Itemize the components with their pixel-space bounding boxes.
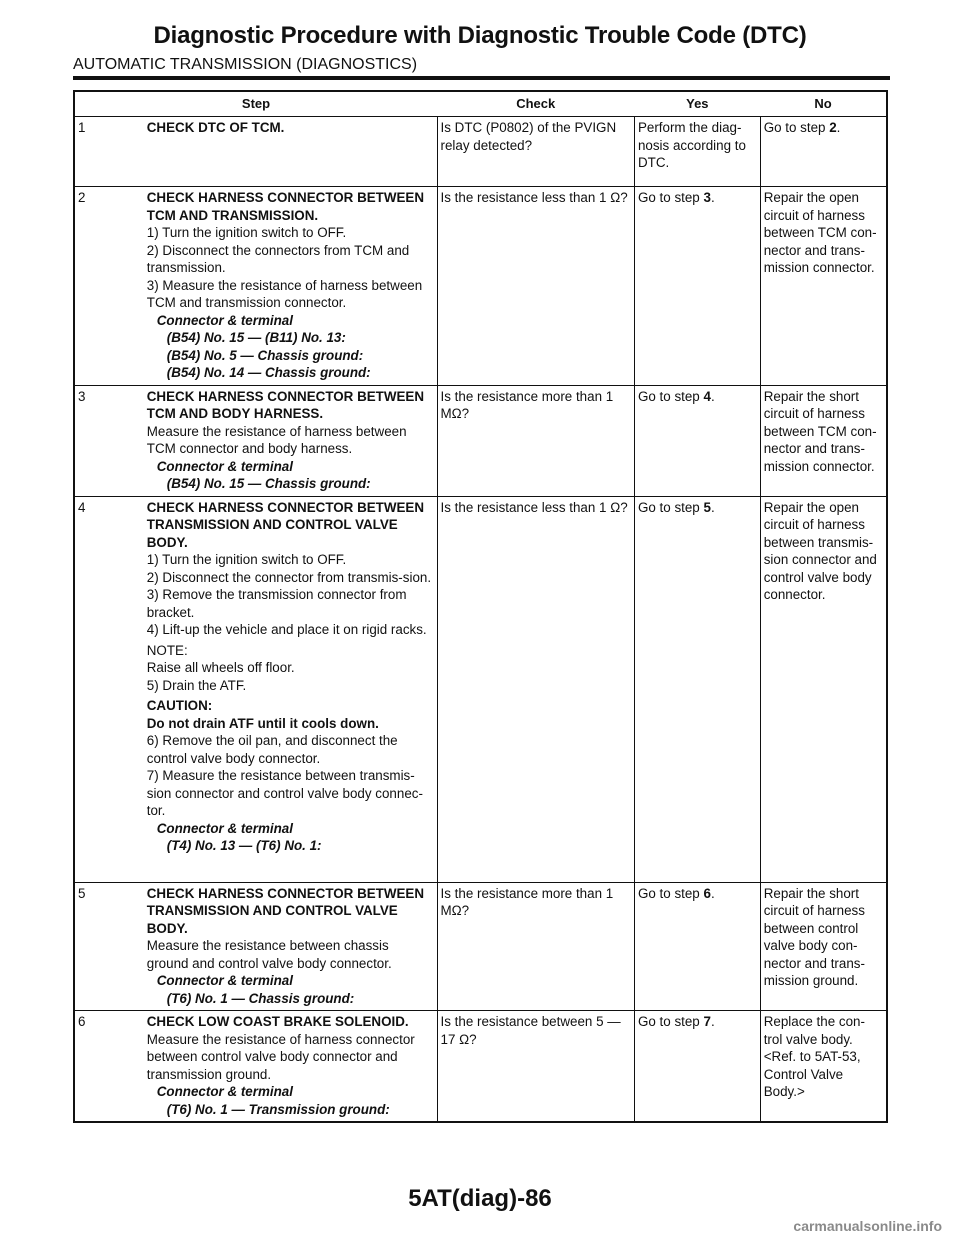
no-cell: Repair the open circuit of harness between transmis-sion connector and control valve body connector.	[760, 496, 887, 882]
instruction-line: Measure the resistance between chassis ground and control valve body connector.	[146, 938, 392, 971]
step-number: 1	[74, 117, 144, 187]
step-title: CHECK LOW COAST BRAKE SOLENOID.	[146, 1014, 409, 1029]
yes-text: Go to step	[637, 499, 704, 515]
no-text: Go to step	[763, 120, 830, 135]
page-number: 5AT(diag)-86	[408, 1185, 552, 1212]
step-description	[144, 385, 437, 496]
yes-text-end: .	[710, 499, 715, 515]
diagnostic-table	[73, 90, 888, 1123]
check-cell: Is DTC (P0802) of the PVIGN relay detected?	[437, 117, 634, 187]
table-row	[74, 1011, 887, 1123]
step-description	[144, 1011, 437, 1123]
step-reference: 2	[829, 120, 837, 135]
yes-text: Go to step	[637, 190, 704, 205]
table-row	[74, 117, 887, 187]
instruction-line: Measure the resistance of harness connector between control valve body connector and transmission ground.	[146, 1031, 415, 1082]
step-reference: 4	[703, 388, 711, 404]
step-number: 2	[74, 187, 144, 386]
instruction-line: 1) Turn the ignition switch to OFF.	[146, 225, 347, 240]
check-cell: Is the resistance less than 1 Ω?	[437, 496, 634, 882]
yes-text-end: .	[710, 190, 715, 205]
connector-terminal-heading: Connector & terminal	[156, 312, 293, 328]
step-description	[144, 882, 437, 1011]
column-header-check: Check	[437, 91, 634, 117]
instruction-line: 4) Lift-up the vehicle and place it on rigid racks.	[146, 622, 427, 637]
table-row	[74, 187, 887, 386]
yes-text-end: .	[710, 388, 715, 404]
note-text: Raise all wheels off floor.	[146, 660, 295, 675]
no-cell	[760, 117, 887, 187]
no-cell: Repair the short circuit of harness between TCM con-nector and trans-mission connector.	[760, 385, 887, 496]
connector-terminal-heading: Connector & terminal	[156, 820, 293, 836]
yes-text: Go to step	[637, 388, 704, 404]
step-number: 3	[74, 385, 144, 496]
column-header-step: Step	[74, 91, 437, 117]
step-number: 6	[74, 1011, 144, 1123]
connector-terminal-item: (B54) No. 5 — Chassis ground:	[166, 347, 364, 363]
connector-terminal-item: (T6) No. 1 — Chassis ground:	[166, 990, 355, 1006]
yes-text-end: .	[710, 1014, 715, 1029]
connector-terminal-item: (B54) No. 15 — Chassis ground:	[166, 476, 371, 491]
table-row	[74, 496, 887, 882]
step-title: CHECK HARNESS CONNECTOR BETWEEN TRANSMISSION AND CONTROL VALVE BODY.	[146, 885, 425, 936]
instruction-line: 6) Remove the oil pan, and disconnect the control valve body connector.	[146, 733, 398, 766]
connector-terminal-item: (T6) No. 1 — Transmission ground:	[166, 1101, 390, 1117]
instruction-line: Measure the resistance of harness between TCM connector and body harness.	[146, 423, 407, 456]
yes-cell: Perform the diag-nosis according to DTC.	[634, 117, 760, 187]
yes-text-end: .	[710, 885, 715, 901]
step-description	[144, 117, 437, 187]
instruction-line: 1) Turn the ignition switch to OFF.	[146, 552, 347, 567]
no-text-end: .	[836, 120, 841, 135]
connector-terminal-item: (B54) No. 15 — (B11) No. 13:	[166, 330, 346, 345]
step-description	[144, 496, 437, 882]
instruction-line: 2) Disconnect the connector from transmis-sion.	[146, 569, 432, 585]
yes-cell	[634, 496, 760, 882]
page-title: Diagnostic Procedure with Diagnostic Trouble Code (DTC)	[153, 22, 807, 49]
instruction-line: 5) Drain the ATF.	[146, 677, 247, 693]
no-cell: Repair the open circuit of harness between TCM con-nector and trans-mission connector.	[760, 187, 887, 386]
connector-terminal-heading: Connector & terminal	[156, 1084, 293, 1099]
note-label: NOTE:	[146, 642, 188, 658]
instruction-line: 2) Disconnect the connectors from TCM and transmission.	[146, 242, 410, 275]
column-header-yes: Yes	[634, 91, 760, 117]
yes-cell	[634, 385, 760, 496]
instruction-line: 3) Measure the resistance of harness between TCM and transmission connector.	[146, 277, 423, 310]
yes-text: Go to step	[637, 885, 704, 901]
check-cell: Is the resistance between 5 — 17 Ω?	[437, 1011, 634, 1123]
caution-text: Do not drain ATF until it cools down.	[146, 715, 379, 731]
table-row	[74, 882, 887, 1011]
step-reference: 6	[703, 885, 711, 901]
step-description	[144, 187, 437, 386]
step-title: CHECK HARNESS CONNECTOR BETWEEN TCM AND TRANSMISSION.	[146, 190, 425, 223]
section-title: AUTOMATIC TRANSMISSION (DIAGNOSTICS)	[73, 56, 418, 73]
step-reference: 3	[703, 190, 711, 205]
connector-terminal-heading: Connector & terminal	[156, 973, 293, 988]
column-header-no: No	[760, 91, 887, 117]
instruction-line: 3) Remove the transmission connector from bracket.	[146, 587, 407, 620]
watermark: carmanualsonline.info	[793, 1218, 942, 1234]
connector-terminal-heading: Connector & terminal	[156, 458, 293, 474]
yes-text: Go to step	[637, 1014, 704, 1029]
step-number: 4	[74, 496, 144, 882]
no-cell: Replace the con-trol valve body. <Ref. to 5AT-53, Control Valve Body.>	[760, 1011, 887, 1123]
yes-cell	[634, 882, 760, 1011]
table-row	[74, 385, 887, 496]
step-title: CHECK HARNESS CONNECTOR BETWEEN TRANSMISSION AND CONTROL VALVE BODY.	[146, 499, 425, 550]
header-rule	[73, 76, 890, 80]
step-reference: 5	[703, 499, 711, 515]
instruction-line: 7) Measure the resistance between transmis-sion connector and control valve body connec-tor.	[146, 768, 423, 818]
step-reference: 7	[703, 1014, 711, 1029]
step-title: CHECK HARNESS CONNECTOR BETWEEN TCM AND BODY HARNESS.	[146, 388, 425, 421]
yes-cell	[634, 1011, 760, 1123]
check-cell: Is the resistance less than 1 Ω?	[437, 187, 634, 386]
connector-terminal-item: (T4) No. 13 — (T6) No. 1:	[166, 838, 322, 853]
connector-terminal-item: (B54) No. 14 — Chassis ground:	[166, 365, 371, 380]
table-header-row	[74, 91, 887, 117]
check-cell: Is the resistance more than 1 MΩ?	[437, 385, 634, 496]
check-cell: Is the resistance more than 1 MΩ?	[437, 882, 634, 1011]
step-title: CHECK DTC OF TCM.	[146, 120, 285, 135]
yes-cell	[634, 187, 760, 386]
caution-label: CAUTION:	[146, 698, 213, 713]
step-number: 5	[74, 882, 144, 1011]
no-cell: Repair the short circuit of harness between control valve body con-nector and trans-mission ground.	[760, 882, 887, 1011]
